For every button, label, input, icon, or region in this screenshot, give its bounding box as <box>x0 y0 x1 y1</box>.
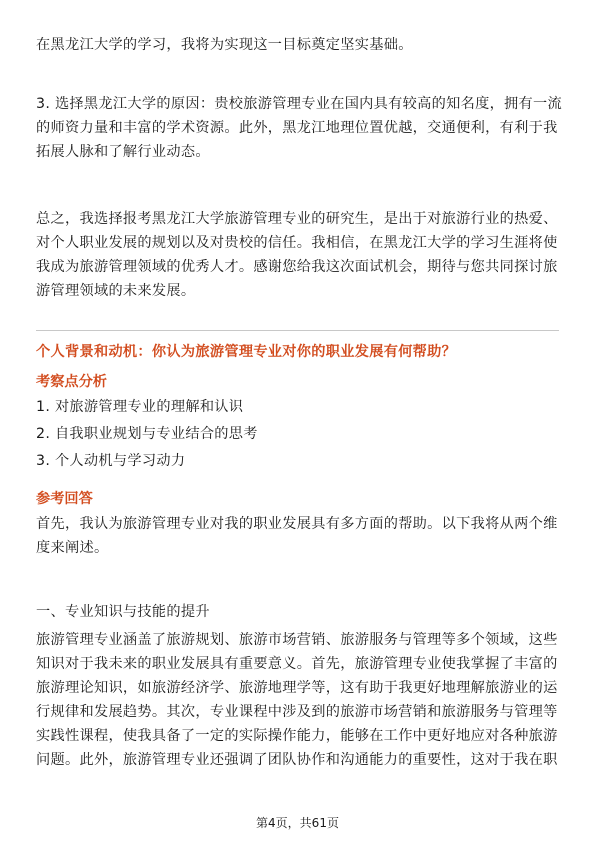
answer-intro-paragraph <box>36 512 558 560</box>
list-item: 3. 个人动机与学习动力 <box>36 453 186 469</box>
top-paragraph <box>36 33 413 57</box>
paragraph-line: 问题。此外，旅游管理专业还强调了团队协作和沟通能力的重要性，这对于我在职 <box>36 752 558 768</box>
paragraph-line: 度来阐述。 <box>36 540 109 556</box>
paragraph-line: 行规律和发展趋势。其次，专业课程中涉及到的旅游市场营销和旅游服务与管理等 <box>36 704 558 720</box>
paragraph-line: 首先，我认为旅游管理专业对我的职业发展具有多方面的帮助。以下我将从两个维 <box>36 516 558 532</box>
summary-paragraph <box>36 207 558 303</box>
paragraph-line: 总之，我选择报考黑龙江大学旅游管理专业的研究生，是出于对旅游行业的热爱、 <box>36 211 558 227</box>
section-title: 一、专业知识与技能的提升 <box>36 604 210 620</box>
paragraph-line: 在黑龙江大学的学习，我将为实现这一目标奠定坚实基础。 <box>36 37 413 53</box>
paragraph-line: 旅游管理专业涵盖了旅游规划、旅游市场营销、旅游服务与管理等多个领域，这些 <box>36 632 558 648</box>
question-title: 个人背景和动机：你认为旅游管理专业对你的职业发展有何帮助？ <box>36 344 457 360</box>
paragraph-line: 旅游理论知识，如旅游经济学、旅游地理学等，这有助于我更好地理解旅游业的运 <box>36 680 558 696</box>
analysis-heading: 考察点分析 <box>36 374 107 390</box>
paragraph-line: 对个人职业发展的规划以及对贵校的信任。我相信，在黑龙江大学的学习生涯将使 <box>36 235 558 251</box>
reason-paragraph <box>36 92 562 164</box>
paragraph-line: 我成为旅游管理领域的优秀人才。感谢您给我这次面试机会，期待与您共同探讨旅 <box>36 259 558 275</box>
answer-heading: 参考回答 <box>36 491 93 507</box>
paragraph-line: 实践性课程，使我具备了一定的实际操作能力，能够在工作中更好地应对各种旅游 <box>36 728 558 744</box>
paragraph-line: 拓展人脉和了解行业动态。 <box>36 144 210 160</box>
paragraph-line: 游管理领域的未来发展。 <box>36 283 196 299</box>
list-item: 1. 对旅游管理专业的理解和认识 <box>36 399 244 415</box>
list-item: 2. 自我职业规划与专业结合的思考 <box>36 426 258 442</box>
paragraph-line: 知识对于我未来的职业发展具有重要意义。首先，旅游管理专业使我掌握了丰富的 <box>36 656 558 672</box>
section-divider <box>36 330 559 331</box>
page-footer: 第4页，共61页 <box>256 816 339 830</box>
section-paragraph <box>36 628 558 772</box>
paragraph-line: 3. 选择黑龙江大学的原因：贵校旅游管理专业在国内具有较高的知名度，拥有一流 <box>36 96 563 112</box>
analysis-list <box>36 394 258 475</box>
paragraph-line: 的师资力量和丰富的学术资源。此外，黑龙江地理位置优越，交通便利，有利于我 <box>36 120 558 136</box>
